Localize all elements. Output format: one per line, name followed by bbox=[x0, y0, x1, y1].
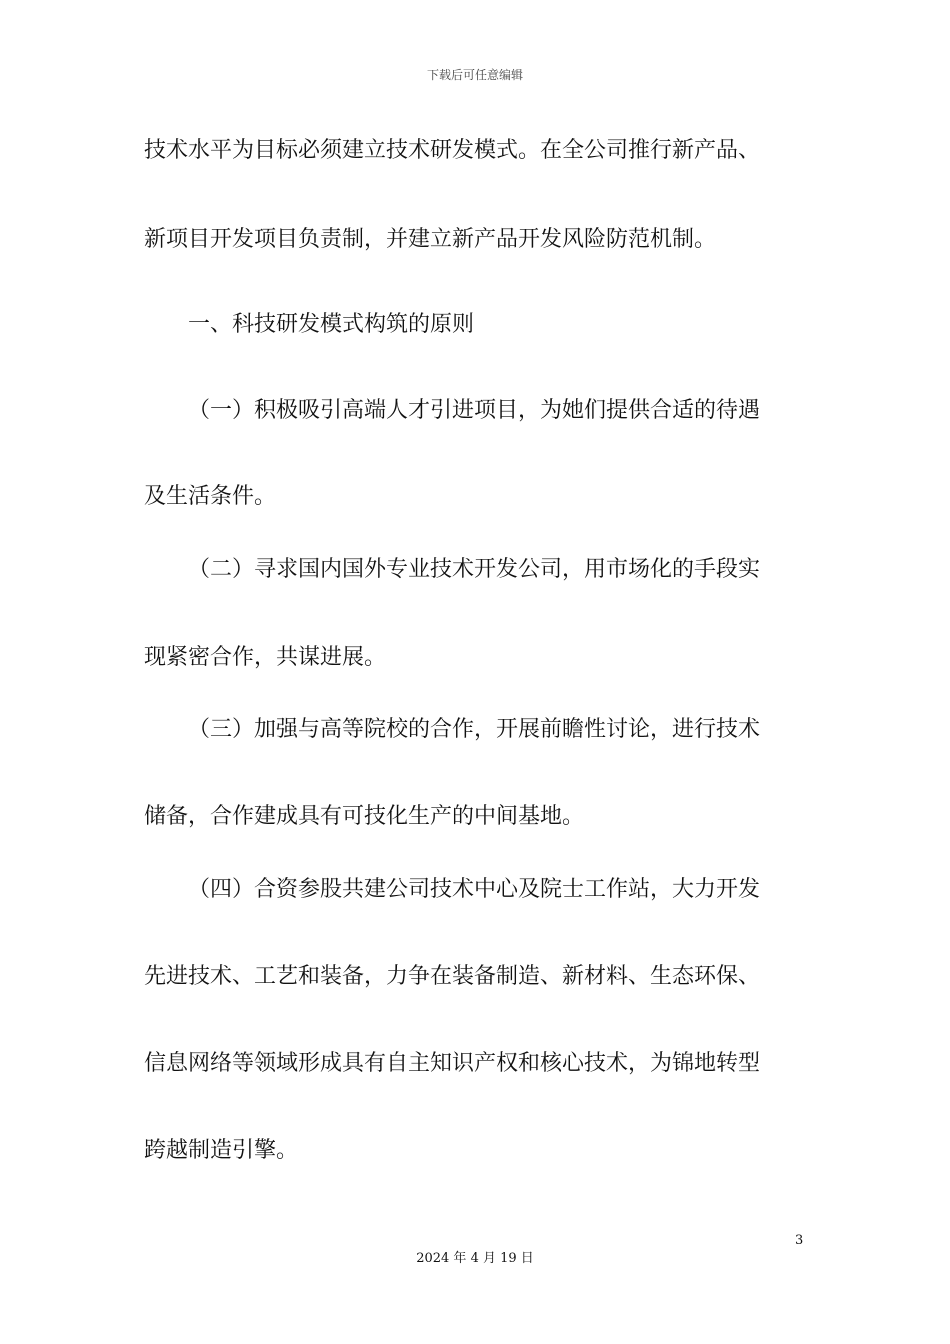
paragraph-line-7: （三）加强与高等院校的合作，开展前瞻性讨论，进行技术 bbox=[188, 717, 761, 742]
paragraph-line-8: 储备，合作建成具有可技化生产的中间基地。 bbox=[144, 804, 585, 829]
page-number: 3 bbox=[795, 1233, 804, 1248]
paragraph-line-2: 新项目开发项目负责制，并建立新产品开发风险防范机制。 bbox=[144, 227, 717, 252]
section-heading: 一、科技研发模式构筑的原则 bbox=[188, 312, 475, 337]
paragraph-line-4: 及生活条件。 bbox=[144, 484, 277, 509]
paragraph-line-5: （二）寻求国内国外专业技术开发公司，用市场化的手段实 bbox=[188, 557, 761, 582]
paragraph-line-11: 信息网络等领域形成具有自主知识产权和核心技术，为锦地转型 bbox=[144, 1051, 761, 1076]
paragraph-line-12: 跨越制造引擎。 bbox=[144, 1138, 299, 1163]
paragraph-line-6: 现紧密合作，共谋进展。 bbox=[144, 645, 387, 670]
paragraph-line-3: （一）积极吸引高端人才引进项目，为她们提供合适的待遇 bbox=[188, 398, 761, 423]
page-date: 2024 年 4 月 19 日 bbox=[416, 1251, 534, 1266]
paragraph-line-1: 技术水平为目标必须建立技术研发模式。在全公司推行新产品、 bbox=[144, 138, 761, 163]
paragraph-line-10: 先进技术、工艺和装备，力争在装备制造、新材料、生态环保、 bbox=[144, 964, 761, 989]
page-header: 下载后可任意编辑 bbox=[426, 68, 523, 82]
paragraph-line-9: （四）合资参股共建公司技术中心及院士工作站，大力开发 bbox=[188, 877, 761, 902]
